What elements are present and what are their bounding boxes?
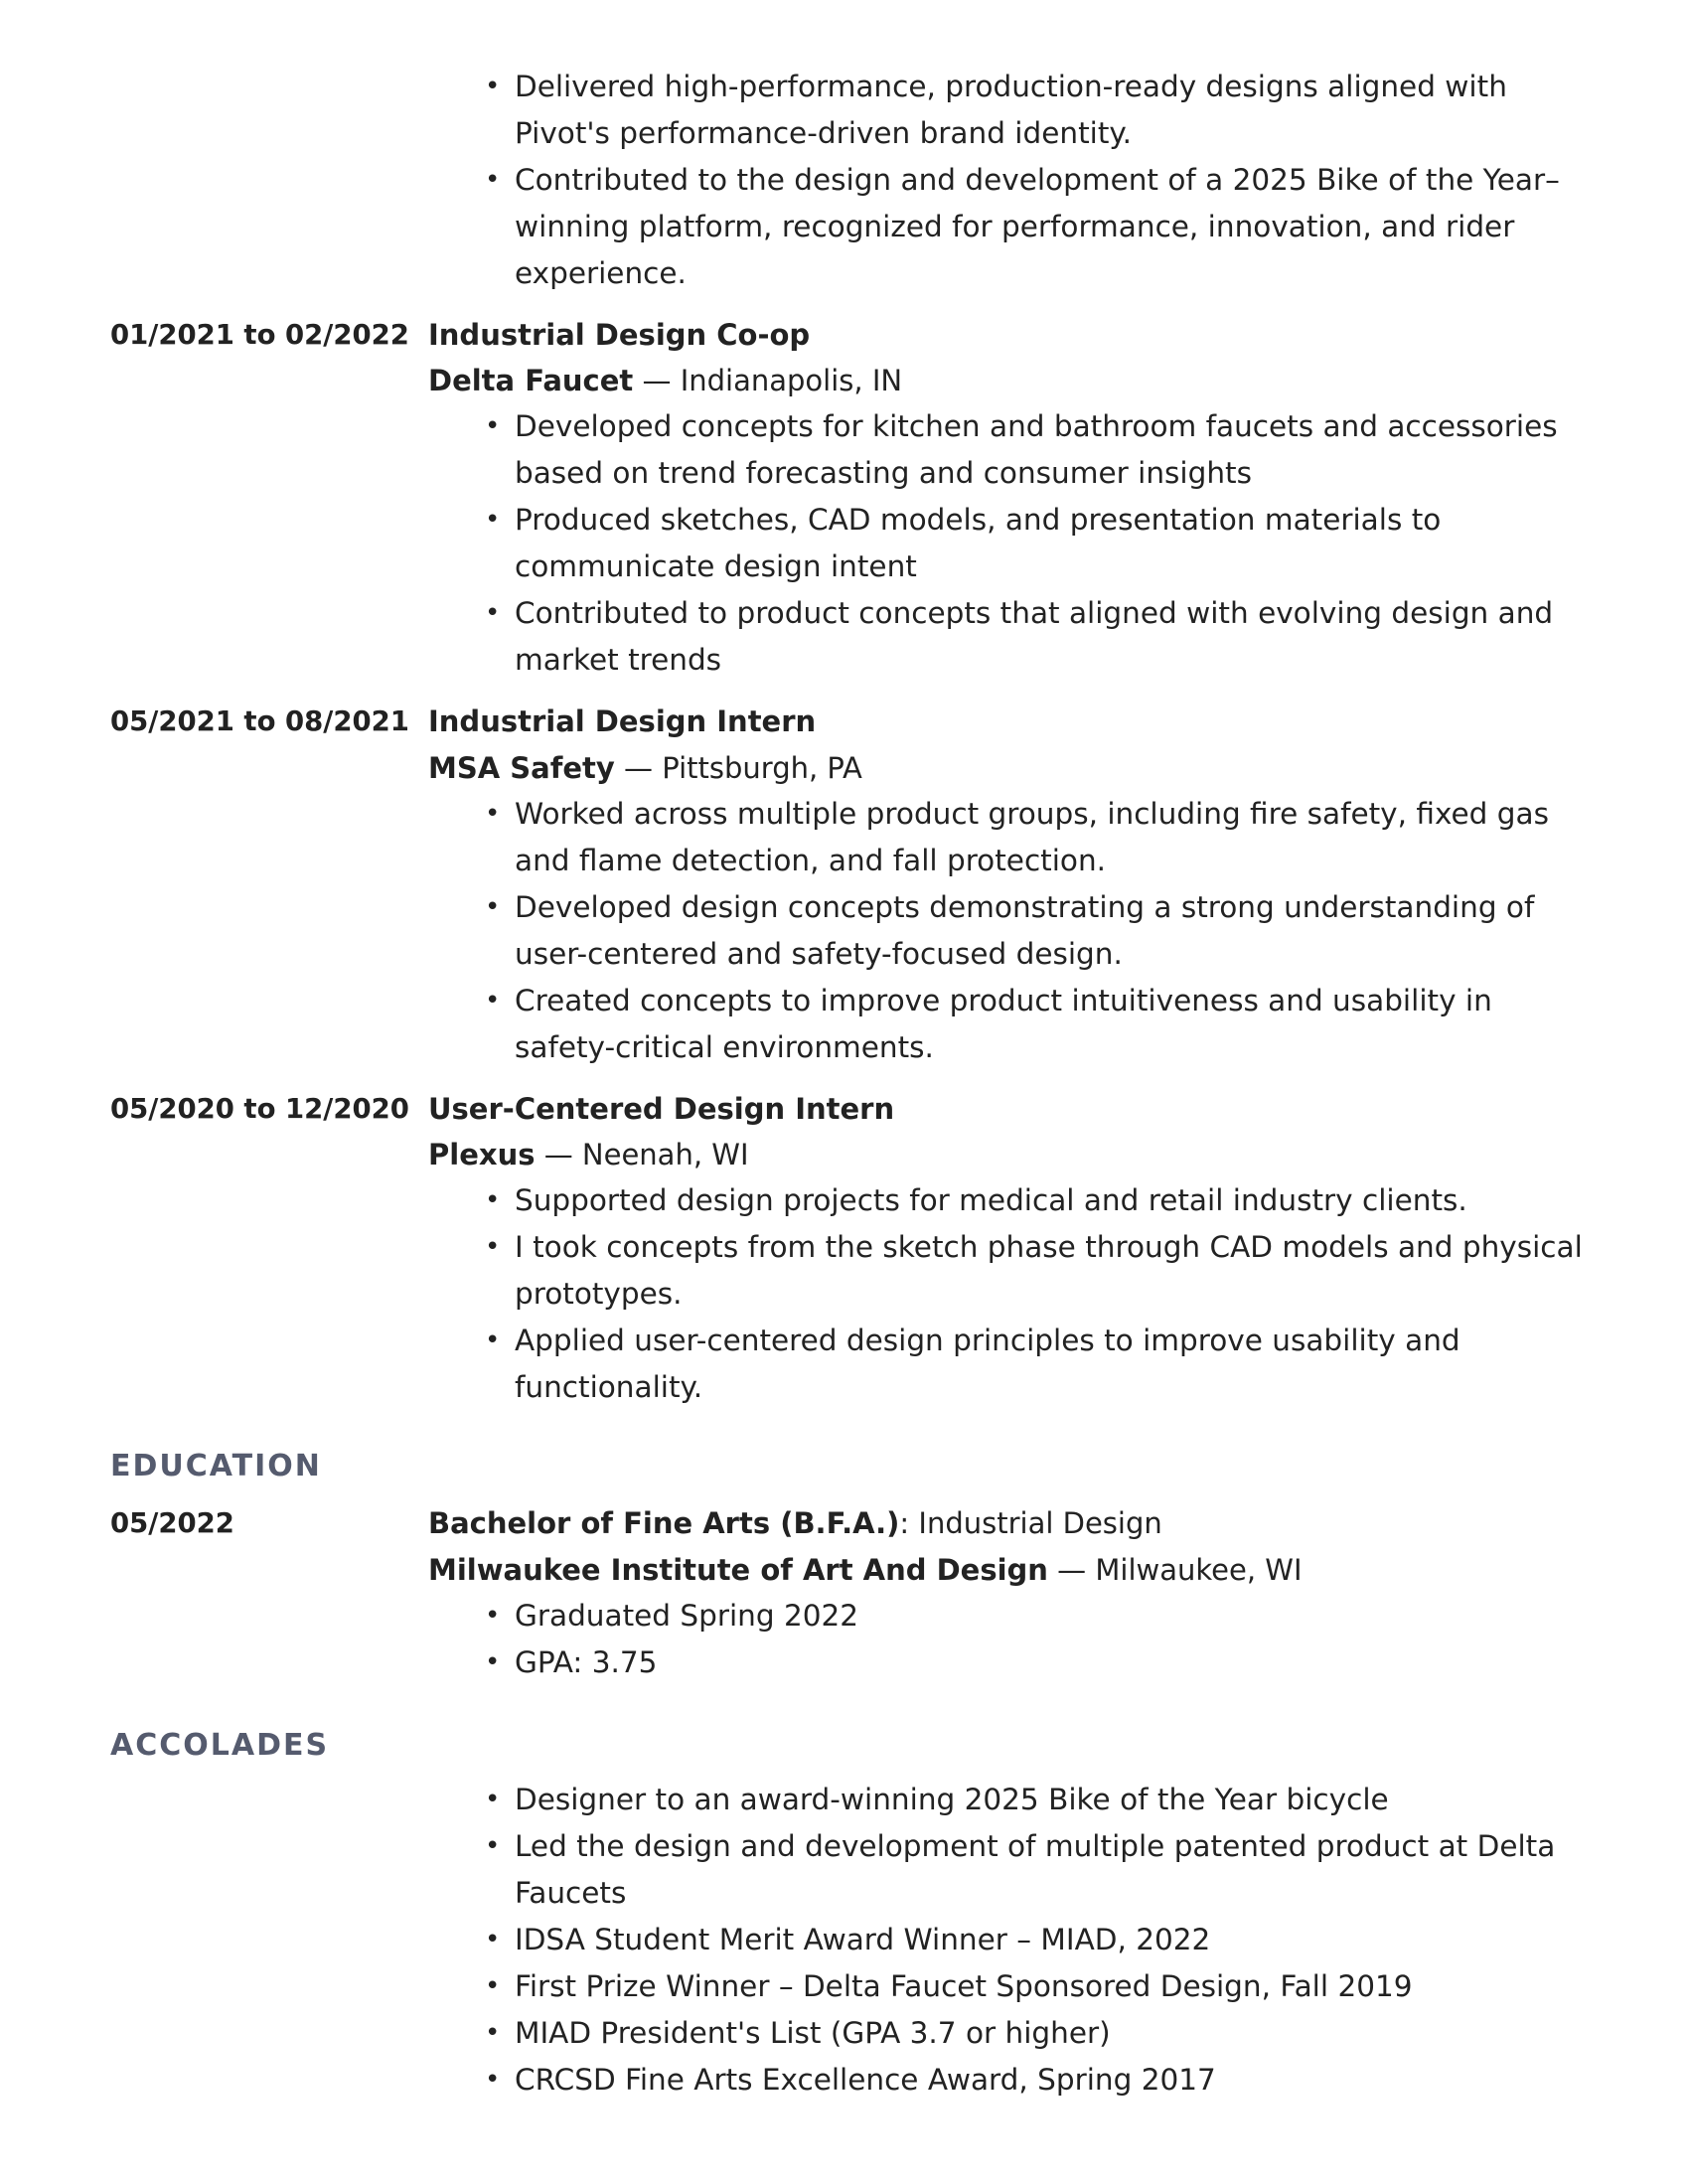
education-degree-line [428, 1500, 1162, 1547]
degree-separator: : [899, 1506, 910, 1540]
job-3-bullets [485, 1177, 1598, 1411]
education-school: Milwaukee Institute of Art And Design [428, 1553, 1048, 1587]
list-item: • Created concepts to improve product intuitiveness and usability in safety-critical environments. [485, 978, 1598, 1071]
list-item: • GPA: 3.75 [485, 1639, 1598, 1686]
education-bullets [485, 1593, 1598, 1686]
job-3-company: Plexus [428, 1138, 536, 1171]
job-2-company-line [428, 745, 862, 792]
list-item: • MIAD President's List (GPA 3.7 or higher) [485, 2010, 1598, 2057]
job-3-title: User-Centered Design Intern [428, 1092, 895, 1126]
list-item: • CRCSD Fine Arts Excellence Award, Spring 2017 [485, 2057, 1598, 2104]
education-location: Milwaukee, WI [1095, 1553, 1303, 1587]
list-item: • Contributed to the design and development of a 2025 Bike of the Year–winning platform, recognized for performance, innovation, and rider experience. [485, 157, 1598, 297]
job-3-company-line [428, 1132, 749, 1178]
list-item: • Graduated Spring 2022 [485, 1593, 1598, 1639]
job-2-bullets [485, 791, 1598, 1071]
separator: — [642, 364, 672, 397]
separator: — [543, 1138, 573, 1171]
education-date: 05/2022 [110, 1507, 234, 1539]
job-3-location: Neenah, WI [581, 1138, 749, 1171]
education-field: Industrial Design [918, 1506, 1162, 1540]
job-2-title: Industrial Design Intern [428, 704, 817, 738]
job-1-location: Indianapolis, IN [680, 364, 903, 397]
list-item: • Supported design projects for medical and retail industry clients. [485, 1177, 1598, 1224]
list-item: • Led the design and development of multiple patented product at Delta Faucets [485, 1823, 1598, 1917]
list-item: • IDSA Student Merit Award Winner – MIAD, 2022 [485, 1917, 1598, 1963]
job-2-company: MSA Safety [428, 751, 615, 785]
separator: — [624, 751, 654, 785]
list-item: • I took concepts from the sketch phase through CAD models and physical prototypes. [485, 1224, 1598, 1318]
job-2-date: 05/2021 to 08/2021 [110, 705, 409, 737]
list-item: • Contributed to product concepts that aligned with evolving design and market trends [485, 590, 1598, 684]
education-degree: Bachelor of Fine Arts (B.F.A.) [428, 1506, 900, 1540]
job-1-company: Delta Faucet [428, 364, 634, 397]
list-item: • Worked across multiple product groups, including fire safety, fixed gas and flame detection, and fall protection. [485, 791, 1598, 884]
accolades-heading: ACCOLADES [110, 1728, 330, 1763]
list-item: • Delivered high-performance, production-ready designs aligned with Pivot's performance-driven brand identity. [485, 64, 1598, 157]
job-1-bullets [485, 403, 1598, 684]
list-item: • Developed design concepts demonstrating a strong understanding of user-centered and safety-focused design. [485, 884, 1598, 978]
list-item: • Designer to an award-winning 2025 Bike of the Year bicycle [485, 1777, 1598, 1823]
job-1-date: 01/2021 to 02/2022 [110, 319, 409, 351]
job-2-location: Pittsburgh, PA [662, 751, 862, 785]
education-heading: EDUCATION [110, 1449, 322, 1483]
accolades-bullets [485, 1777, 1598, 2104]
job-1-company-line [428, 358, 902, 404]
education-school-line [428, 1547, 1303, 1594]
job-1-title: Industrial Design Co-op [428, 318, 811, 352]
list-item: • Produced sketches, CAD models, and presentation materials to communicate design intent [485, 497, 1598, 590]
job-3-date: 05/2020 to 12/2020 [110, 1093, 409, 1125]
job-continued-bullets [485, 64, 1598, 297]
list-item: • First Prize Winner – Delta Faucet Sponsored Design, Fall 2019 [485, 1963, 1598, 2010]
list-item: • Developed concepts for kitchen and bathroom faucets and accessories based on trend forecasting and consumer insights [485, 403, 1598, 497]
separator: — [1057, 1553, 1087, 1587]
list-item: • Applied user-centered design principles to improve usability and functionality. [485, 1318, 1598, 1411]
